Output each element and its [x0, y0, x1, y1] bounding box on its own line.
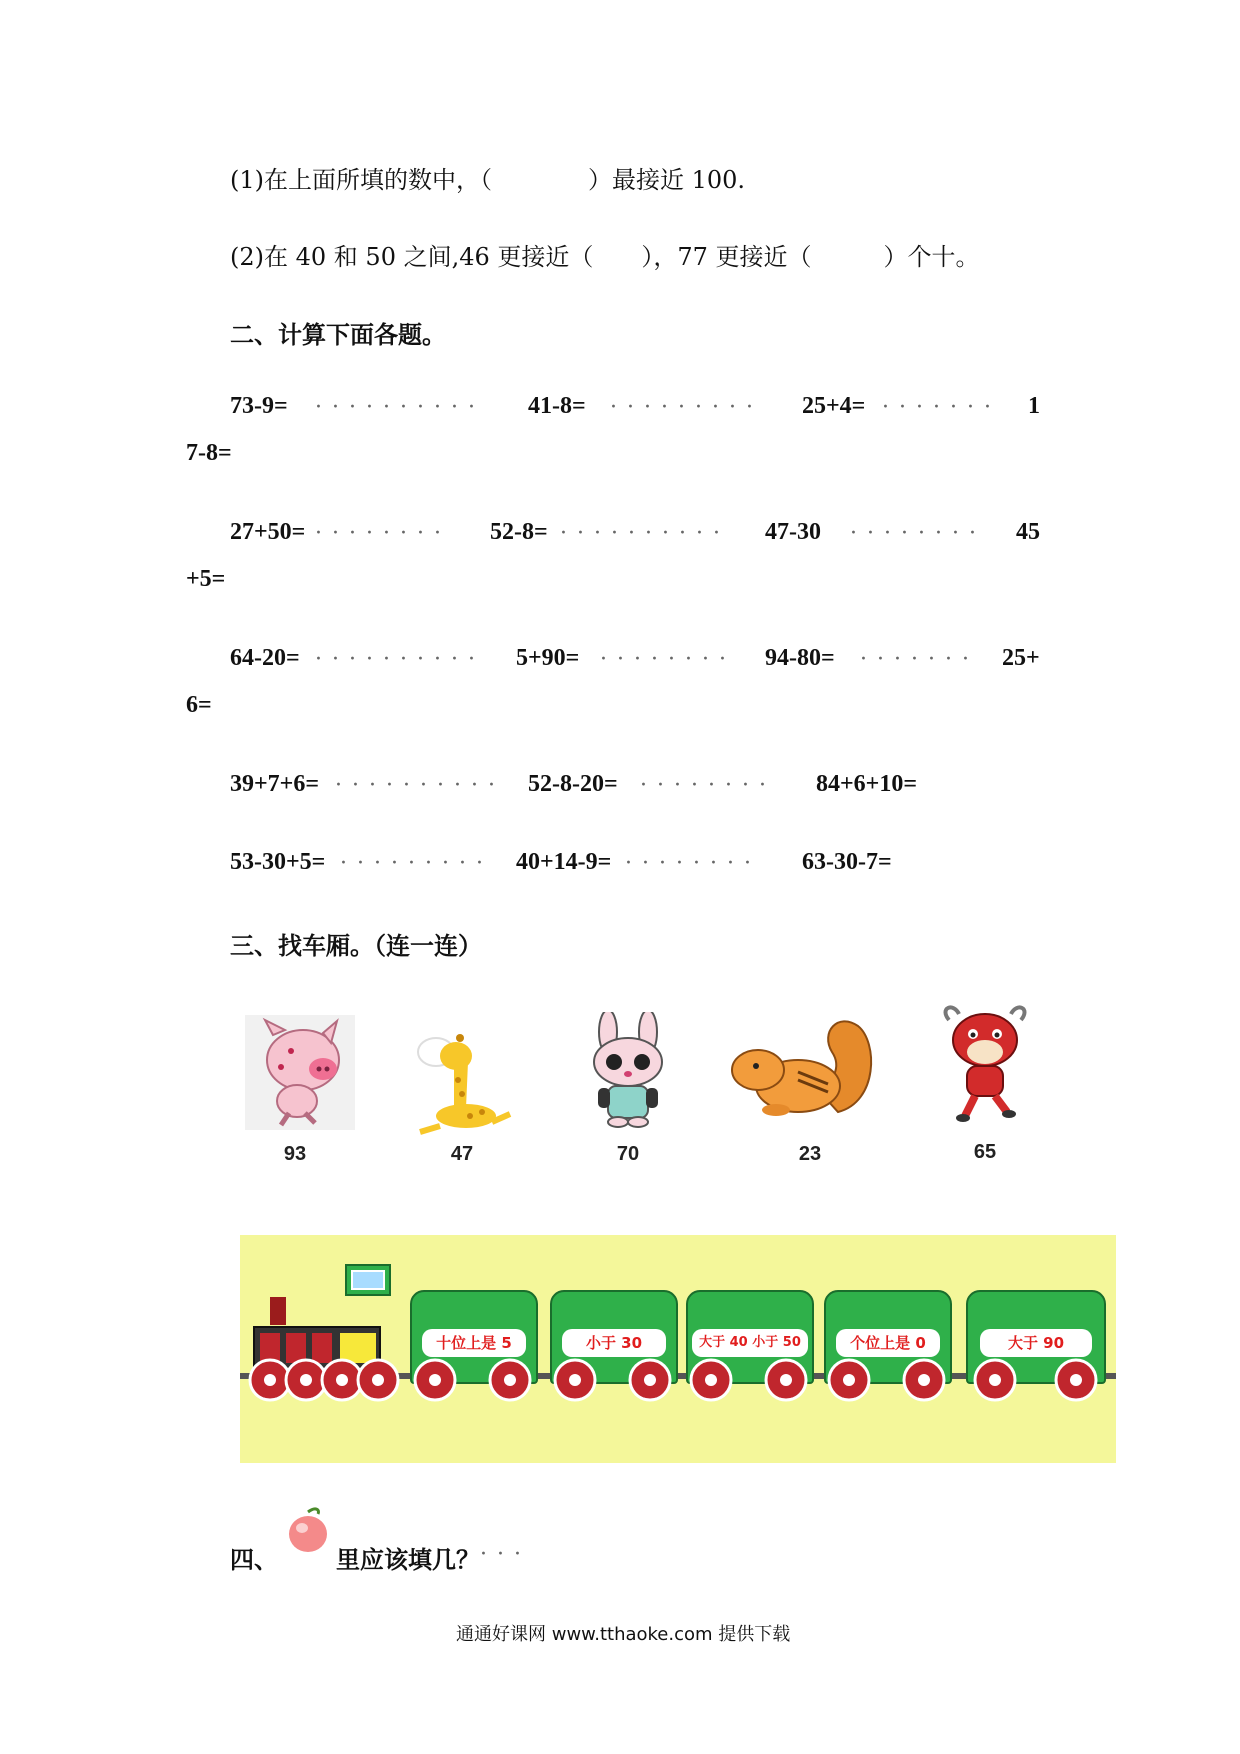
animal-number: 70 [616, 1143, 640, 1165]
section-three-title: 三、找车厢。（连一连） [230, 931, 482, 960]
train-car-label: 个位上是 0 [836, 1329, 940, 1357]
pig-icon[interactable] [245, 1015, 355, 1130]
train-wheels [240, 1355, 1116, 1415]
train-car-label: 十位上是 5 [422, 1329, 526, 1357]
calc-problem: 27+50= [230, 519, 306, 545]
answer-dots: ······· [860, 647, 979, 672]
calc-problem: 47-30 [765, 519, 821, 545]
rabbit-icon[interactable] [578, 1012, 678, 1130]
calc-problem: 94-80= [765, 645, 835, 671]
calc-problem: 41-8= [528, 393, 586, 419]
calc-problem-wrap: 6= [186, 692, 212, 718]
calc-problem: 64-20= [230, 645, 300, 671]
squirrel-icon[interactable] [728, 1012, 878, 1124]
calc-problem: 53-30+5= [230, 849, 326, 875]
calc-problem: 63-30-7= [802, 849, 892, 875]
calc-problem: 25+4= [802, 393, 866, 419]
animal-number: 65 [973, 1141, 997, 1163]
answer-dots: ········ [640, 773, 776, 798]
question-1: (1)在上面所填的数中，（ ）最接近 100. [230, 166, 746, 194]
calc-problem: 39+7+6= [230, 771, 320, 797]
answer-dots: ··· [480, 1542, 531, 1567]
section-four-title: 里应该填几？ [336, 1545, 480, 1574]
animal-number: 23 [798, 1143, 822, 1165]
answer-dots: ········ [600, 647, 736, 672]
calc-problem-fragment: 1 [1028, 393, 1040, 419]
answer-dots: ·········· [315, 395, 485, 420]
question-2: (2)在 40 和 50 之间,46 更接近（ ），77 更接近（ ）个十。 [230, 243, 980, 271]
section-four-prefix: 四、 [230, 1545, 278, 1574]
calc-problem: 52-8= [490, 519, 548, 545]
train-car-label: 大于 40 小于 50 [692, 1329, 808, 1357]
answer-dots: ·········· [335, 773, 505, 798]
calc-problem: 84+6+10= [816, 771, 918, 797]
answer-dots: ······· [882, 395, 1001, 420]
calc-problem-fragment: 45 [1016, 519, 1040, 545]
calc-problem-fragment: 25+ [1002, 645, 1040, 671]
train-car-label: 大于 90 [980, 1329, 1092, 1357]
giraffe-icon[interactable] [410, 1030, 520, 1140]
answer-dots: ········ [315, 521, 451, 546]
train-car-label: 小于 30 [562, 1329, 666, 1357]
cow-icon[interactable] [935, 1000, 1035, 1125]
calc-problem-wrap: 7-8= [186, 440, 232, 466]
answer-dots: ········· [340, 851, 493, 876]
calc-problem: 5+90= [516, 645, 580, 671]
answer-dots: ········ [850, 521, 986, 546]
animal-number: 47 [450, 1143, 474, 1165]
calc-problem-wrap: +5= [186, 566, 226, 592]
answer-dots: ········ [625, 851, 761, 876]
answer-dots: ·········· [315, 647, 485, 672]
answer-dots: ········· [610, 395, 763, 420]
page-footer: 通通好课网 www.tthaoke.com 提供下载 [456, 1624, 791, 1645]
train-panel [240, 1235, 1116, 1463]
calc-problem: 40+14-9= [516, 849, 612, 875]
animal-number: 93 [283, 1143, 307, 1165]
peach-icon [286, 1506, 330, 1554]
section-two-title: 二、计算下面各题。 [230, 320, 446, 349]
calc-problem: 52-8-20= [528, 771, 618, 797]
answer-dots: ·········· [560, 521, 730, 546]
calc-problem: 73-9= [230, 393, 288, 419]
